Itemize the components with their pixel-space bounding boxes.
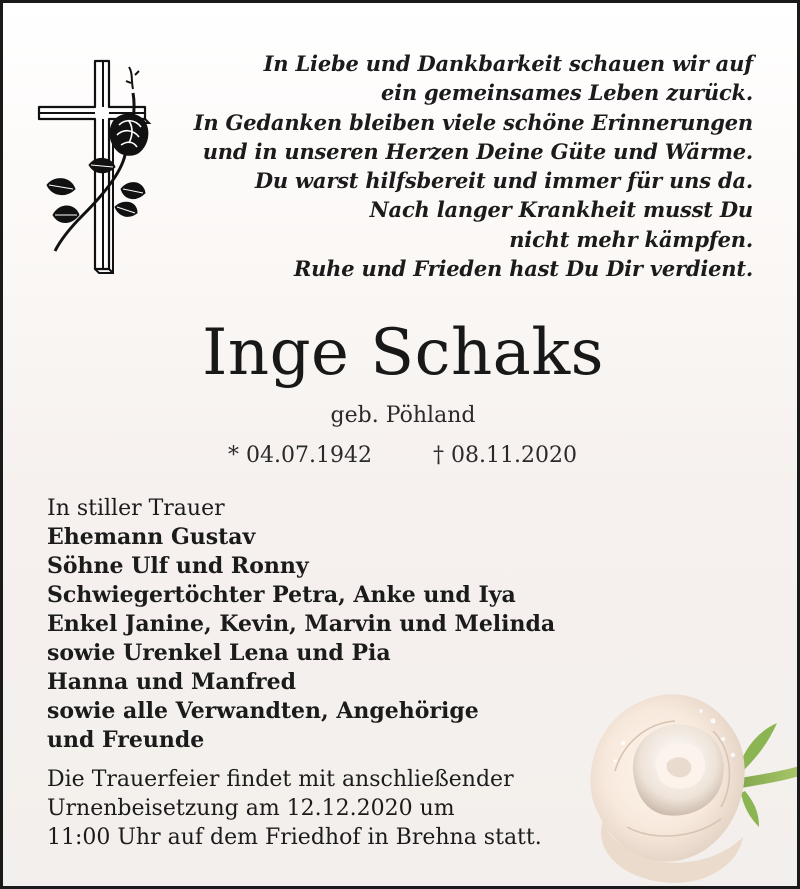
poem-line: Ruhe und Frieden hast Du Dir verdient. bbox=[293, 256, 753, 282]
poem-line: In Liebe und Dankbarkeit schauen wir auf bbox=[263, 51, 753, 76]
poem-line: nicht mehr kämpfen. bbox=[509, 226, 753, 252]
mourners-intro: In stiller Trauer bbox=[47, 496, 225, 521]
mourner-line: Enkel Janine, Kevin, Marvin und Melinda bbox=[47, 611, 556, 637]
white-rose-image bbox=[563, 651, 800, 889]
poem-line: Du warst hilfsbereit und immer für uns da. bbox=[254, 168, 753, 194]
mourner-line: sowie alle Verwandten, Angehörige bbox=[47, 698, 479, 724]
poem-line: In Gedanken bleiben viele schöne Erinnerungen bbox=[193, 109, 753, 135]
funeral-line: 11:00 Uhr auf dem Friedhof in Brehna statt. bbox=[47, 825, 542, 850]
mourner-line: Hanna und Manfred bbox=[47, 669, 297, 695]
mourner-line: und Freunde bbox=[47, 727, 205, 753]
mourner-line: Ehemann Gustav bbox=[47, 524, 256, 550]
poem-line: und in unseren Herzen Deine Güte und Wärme. bbox=[202, 138, 753, 164]
funeral-line: Die Trauerfeier findet mit anschließender bbox=[47, 767, 514, 792]
mourner-line: sowie Urenkel Lena und Pia bbox=[47, 640, 391, 666]
life-dates bbox=[3, 441, 800, 471]
cross-with-rose-icon bbox=[33, 55, 173, 277]
mourners-list bbox=[47, 494, 555, 755]
poem-line: ein gemeinsames Leben zurück. bbox=[380, 80, 753, 106]
mourner-line: Schwiegertöchter Petra, Anke und Iya bbox=[47, 582, 516, 608]
mourner-line: Söhne Ulf und Ronny bbox=[47, 553, 309, 579]
poem-line: Nach langer Krankheit musst Du bbox=[369, 197, 753, 223]
deceased-name: Inge Schaks bbox=[202, 316, 604, 390]
death-date: † 08.11.2020 bbox=[433, 443, 577, 468]
funeral-info bbox=[47, 765, 542, 852]
birth-name: geb. Pöhland bbox=[330, 403, 476, 428]
poem-verse bbox=[153, 49, 753, 283]
funeral-line: Urnenbeisetzung am 12.12.2020 um bbox=[47, 796, 455, 821]
birth-date: * 04.07.1942 bbox=[228, 443, 372, 468]
